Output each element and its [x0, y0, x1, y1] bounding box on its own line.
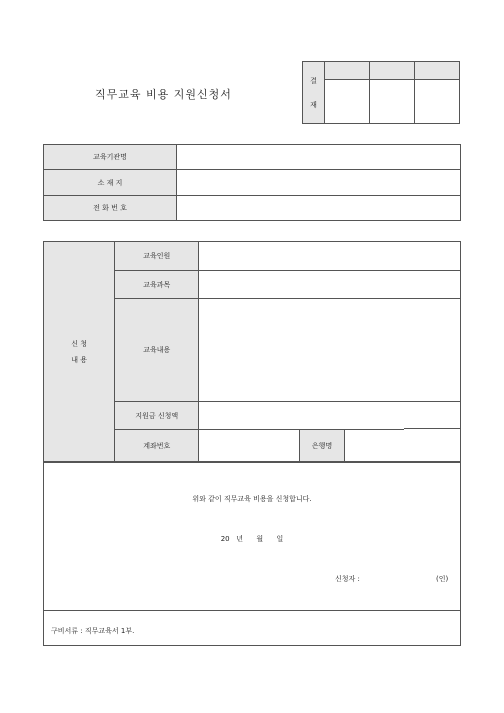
- request-section-label: [44, 242, 115, 463]
- approval-box: [302, 61, 460, 124]
- institution-address-field[interactable]: [177, 170, 461, 196]
- document-title: 직무교육 비용 지원신청서: [95, 88, 232, 101]
- account-field[interactable]: [199, 430, 299, 463]
- approval-header-cell: [370, 62, 415, 80]
- declaration-statement: 위와 같이 직무교육 비용을 신청합니다.: [192, 495, 312, 503]
- approval-label-top: 결: [310, 76, 317, 85]
- institution-name-field[interactable]: [177, 145, 461, 170]
- institution-address-label: 소 재 지: [44, 170, 177, 196]
- approval-header-cell: [325, 62, 370, 80]
- declaration-box: [43, 461, 461, 646]
- approval-sign-cell[interactable]: [370, 80, 415, 124]
- request-section-label-2: 내 용: [71, 356, 87, 364]
- declaration-date: 20 년 월 일: [220, 535, 284, 543]
- approval-label-bottom: 재: [310, 100, 317, 109]
- content-field[interactable]: [199, 299, 461, 402]
- institution-phone-field[interactable]: [177, 196, 461, 221]
- amount-label: 지원금 신청액: [115, 402, 199, 430]
- bank-field[interactable]: [345, 430, 410, 463]
- institution-table: [43, 144, 461, 221]
- approval-header-cell: [415, 62, 460, 80]
- holder-field[interactable]: [404, 428, 461, 462]
- trainees-label: 교육인원: [115, 242, 199, 271]
- approval-sign-cell[interactable]: [415, 80, 460, 124]
- amount-field[interactable]: [199, 402, 461, 430]
- divider: [44, 610, 460, 611]
- account-label: 계좌번호: [115, 430, 199, 463]
- request-section-label-1: 신 청: [71, 340, 87, 348]
- course-field[interactable]: [199, 271, 461, 299]
- applicant-label: 신청자 :: [335, 575, 360, 583]
- bank-label: 은행명: [299, 430, 345, 463]
- institution-phone-label: 전 화 번 호: [44, 196, 177, 221]
- applicant-seal: (인): [436, 575, 449, 583]
- trainees-field[interactable]: [199, 242, 461, 271]
- institution-name-label: 교육기관명: [44, 145, 177, 170]
- approval-sign-cell[interactable]: [325, 80, 370, 124]
- content-label: 교육내용: [115, 299, 199, 402]
- course-label: 교육과목: [115, 271, 199, 299]
- request-table: [43, 241, 461, 463]
- attachments-note: 구비서류 : 직무교육서 1부.: [51, 627, 135, 635]
